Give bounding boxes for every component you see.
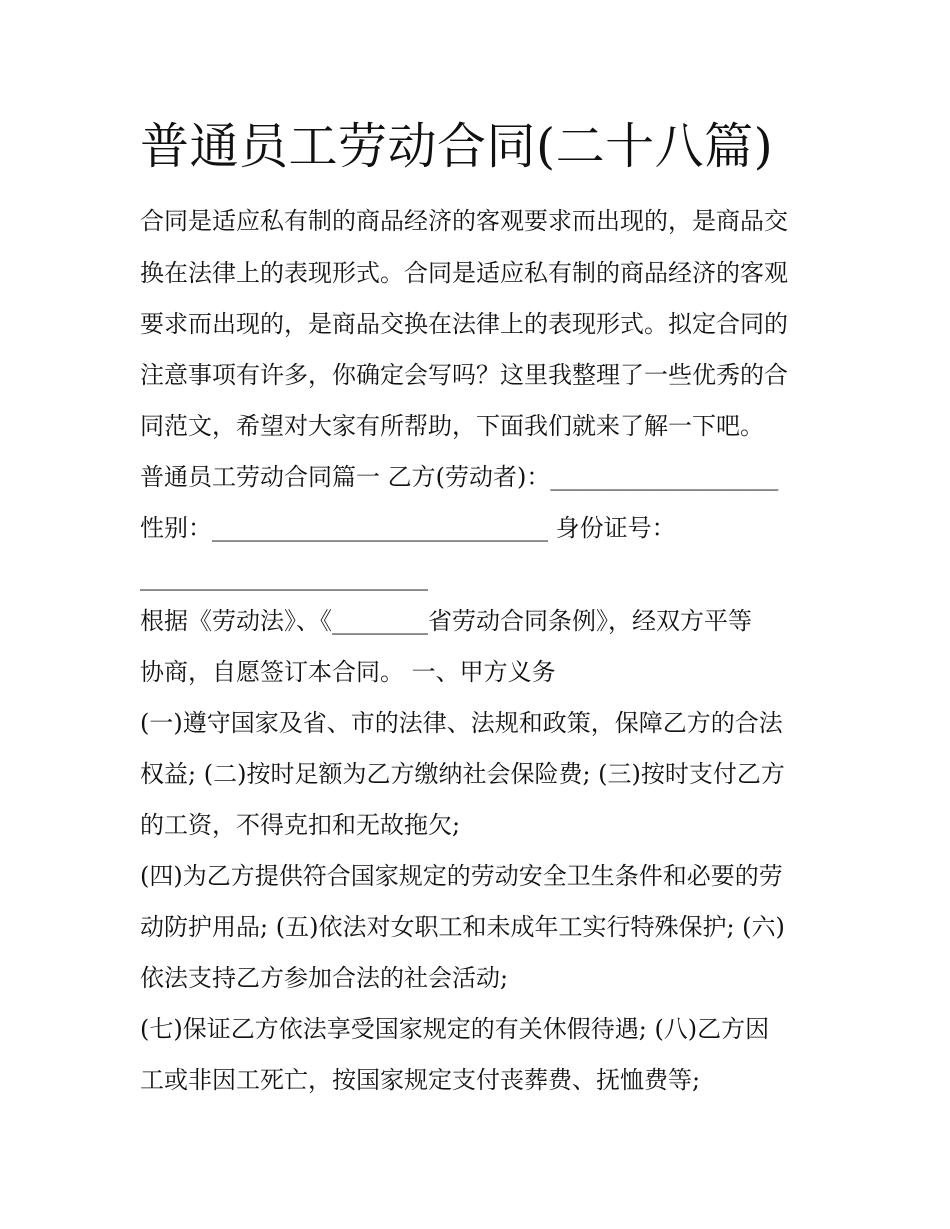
intro-line-5: 同范文，希望对大家有所帮助，下面我们就来了解一下吧。 xyxy=(140,412,764,440)
intro-line-4: 注意事项有许多，你确定会写吗？这里我整理了一些优秀的合 xyxy=(140,361,788,389)
id-blank-line: ________________________ xyxy=(140,563,428,591)
basis-line-2: 协商，自愿签订本合同。 一、甲方义务 xyxy=(140,658,556,686)
intro-line-1: 合同是适应私有制的商品经济的客观要求而出现的，是商品交 xyxy=(140,207,788,235)
intro-line-2: 换在法律上的表现形式。合同是适应私有制的商品经济的客观 xyxy=(140,259,788,287)
clause-line-7: (七)保证乙方依法享受国家规定的有关休假待遇; (八)乙方因 xyxy=(140,1015,770,1043)
clause-line-6: 依法支持乙方参加合法的社会活动; xyxy=(140,964,509,992)
document-title: 普通员工劳动合同(二十八篇) xyxy=(140,118,774,175)
clause-line-3: 的工资，不得克扣和无故拖欠; xyxy=(140,811,461,839)
party-b-line: 普通员工劳动合同篇一 乙方(劳动者)：___________________ xyxy=(140,463,779,491)
clause-line-1: (一)遵守国家及省、市的法律、法规和政策，保障乙方的合法 xyxy=(140,709,783,737)
intro-line-3: 要求而出现的，是商品交换在法律上的表现形式。拟定合同的 xyxy=(140,310,788,338)
basis-line-1: 根据《劳动法》、《________省劳动合同条例》，经双方平等 xyxy=(140,607,752,635)
gender-id-line: 性别：____________________________ 身份证号： xyxy=(140,514,676,542)
clause-line-8: 工或非因工死亡，按国家规定支付丧葬费、抚恤费等; xyxy=(140,1066,701,1094)
clause-line-5: 动防护用品; (五)依法对女职工和未成年工实行特殊保护; (六) xyxy=(140,913,785,941)
clause-line-4: (四)为乙方提供符合国家规定的劳动安全卫生条件和必要的劳 xyxy=(140,862,783,890)
clause-line-2: 权益; (二)按时足额为乙方缴纳社会保险费; (三)按时支付乙方 xyxy=(140,760,785,788)
